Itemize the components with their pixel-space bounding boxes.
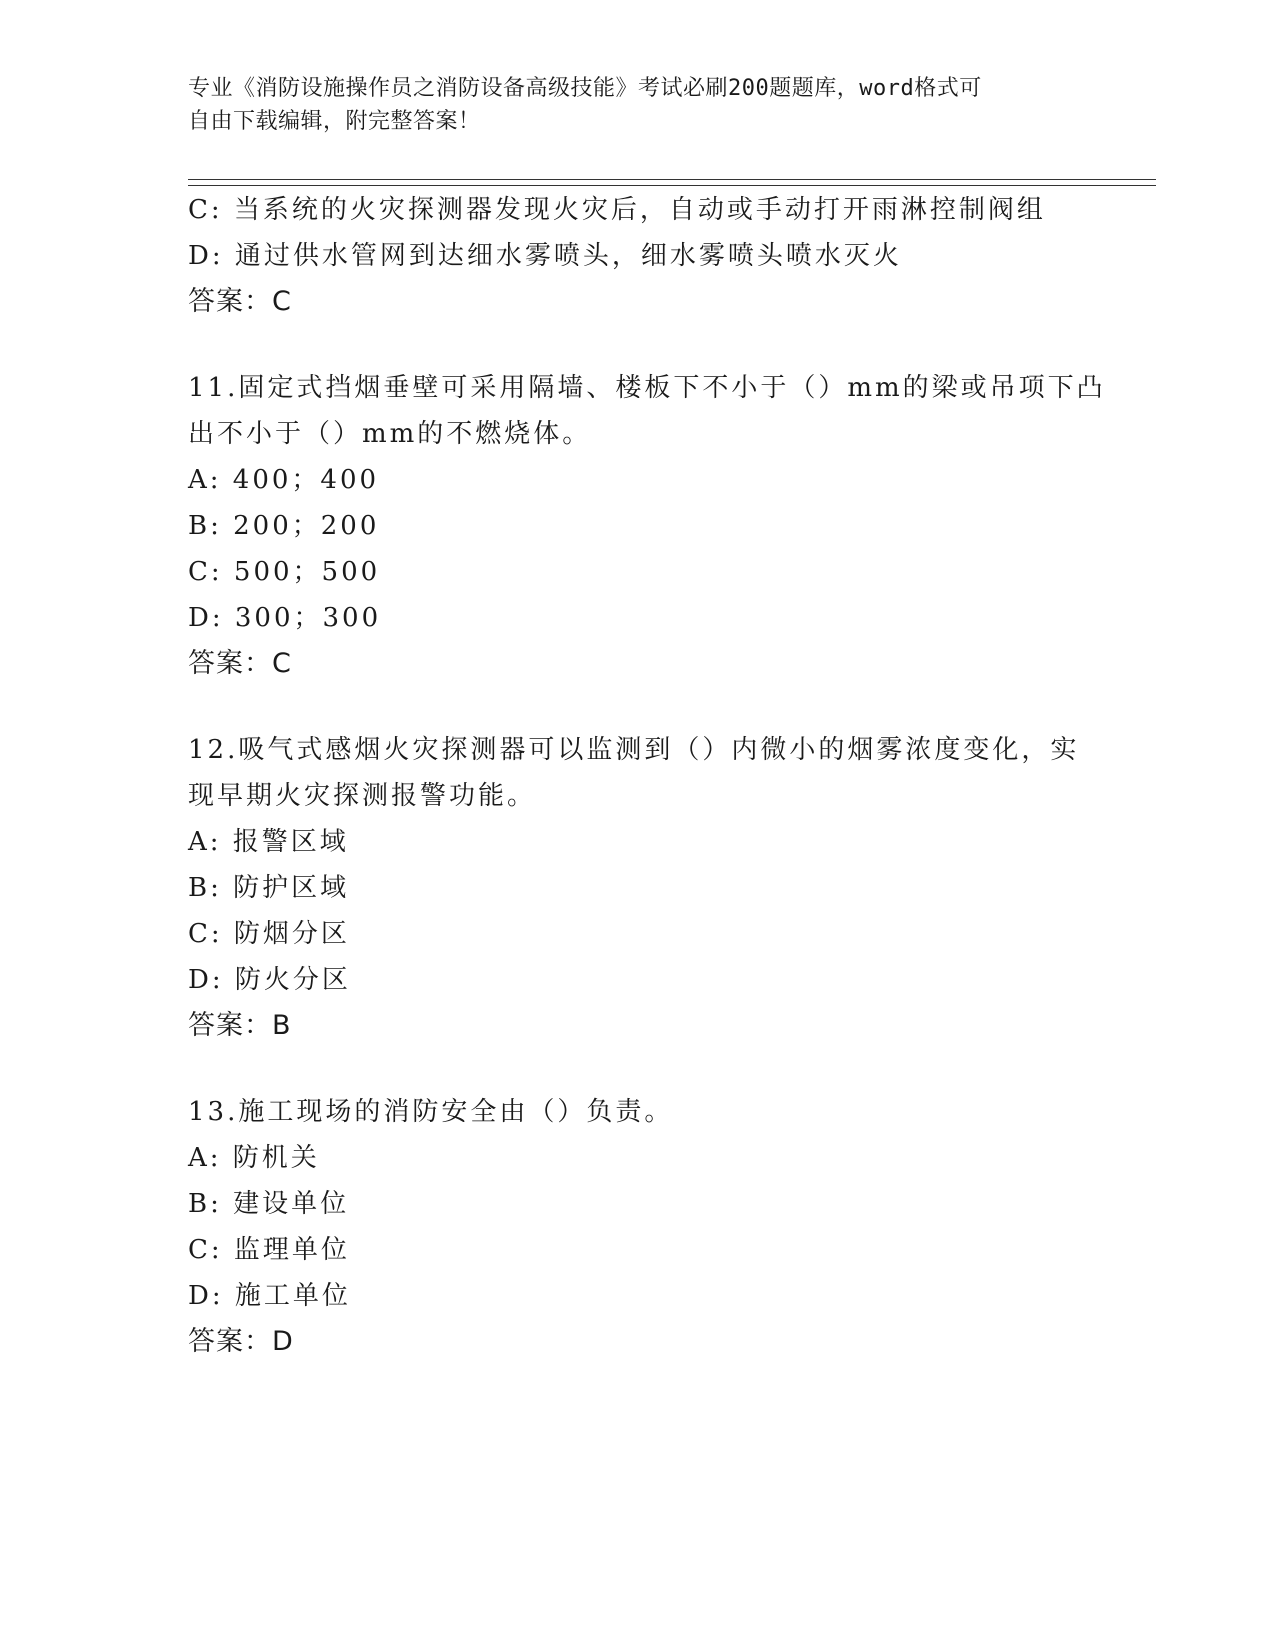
question-11 — [188, 365, 1106, 687]
question-stem-line-1: 12.吸气式感烟火灾探测器可以监测到（）内微小的烟雾浓度变化，实 — [188, 735, 1080, 765]
question-stem-line-1: 13.施工现场的消防安全由（）负责。 — [188, 1097, 674, 1127]
option-d: D: 施工单位 — [188, 1281, 351, 1311]
option-a: A: 400；400 — [188, 465, 380, 495]
answer-line: 答案：C — [188, 648, 292, 679]
option-d: D: 300；300 — [188, 603, 382, 633]
option-c: C: 防烟分区 — [188, 919, 350, 949]
page-header — [188, 72, 1088, 138]
option-a: A: 防机关 — [188, 1143, 320, 1173]
option-b: B: 防护区域 — [188, 873, 350, 903]
option-c: C: 监理单位 — [188, 1235, 350, 1265]
option-c: C: 500；500 — [188, 557, 381, 587]
option-b: B: 建设单位 — [188, 1189, 350, 1219]
question-10-fragment — [188, 187, 1088, 325]
header-divider — [188, 179, 1156, 186]
question-12 — [188, 727, 1088, 1049]
answer-line: 答案：B — [188, 1010, 292, 1041]
answer-line: 答案：C — [188, 286, 292, 317]
question-stem-line-2: 出不小于（）mm的不燃烧体。 — [188, 419, 592, 449]
option-d: D: 通过供水管网到达细水雾喷头，细水雾喷头喷水灭火 — [188, 241, 902, 271]
question-stem-line-1: 11.固定式挡烟垂壁可采用隔墙、楼板下不小于（）mm的梁或吊项下凸 — [188, 373, 1106, 403]
option-d: D: 防火分区 — [188, 965, 351, 995]
option-b: B: 200；200 — [188, 511, 380, 541]
header-line-2: 自由下载编辑，附完整答案！ — [188, 109, 481, 134]
question-list — [188, 187, 1106, 1365]
answer-line: 答案：D — [188, 1326, 294, 1357]
option-c: C: 当系统的火灾探测器发现火灾后，自动或手动打开雨淋控制阀组 — [188, 195, 1046, 225]
question-13 — [188, 1089, 1088, 1365]
question-stem-line-2: 现早期火灾探测报警功能。 — [188, 781, 537, 811]
option-a: A: 报警区域 — [188, 827, 349, 857]
header-line-1: 专业《消防设施操作员之消防设备高级技能》考试必刷200题题库，word格式可 — [188, 76, 982, 101]
